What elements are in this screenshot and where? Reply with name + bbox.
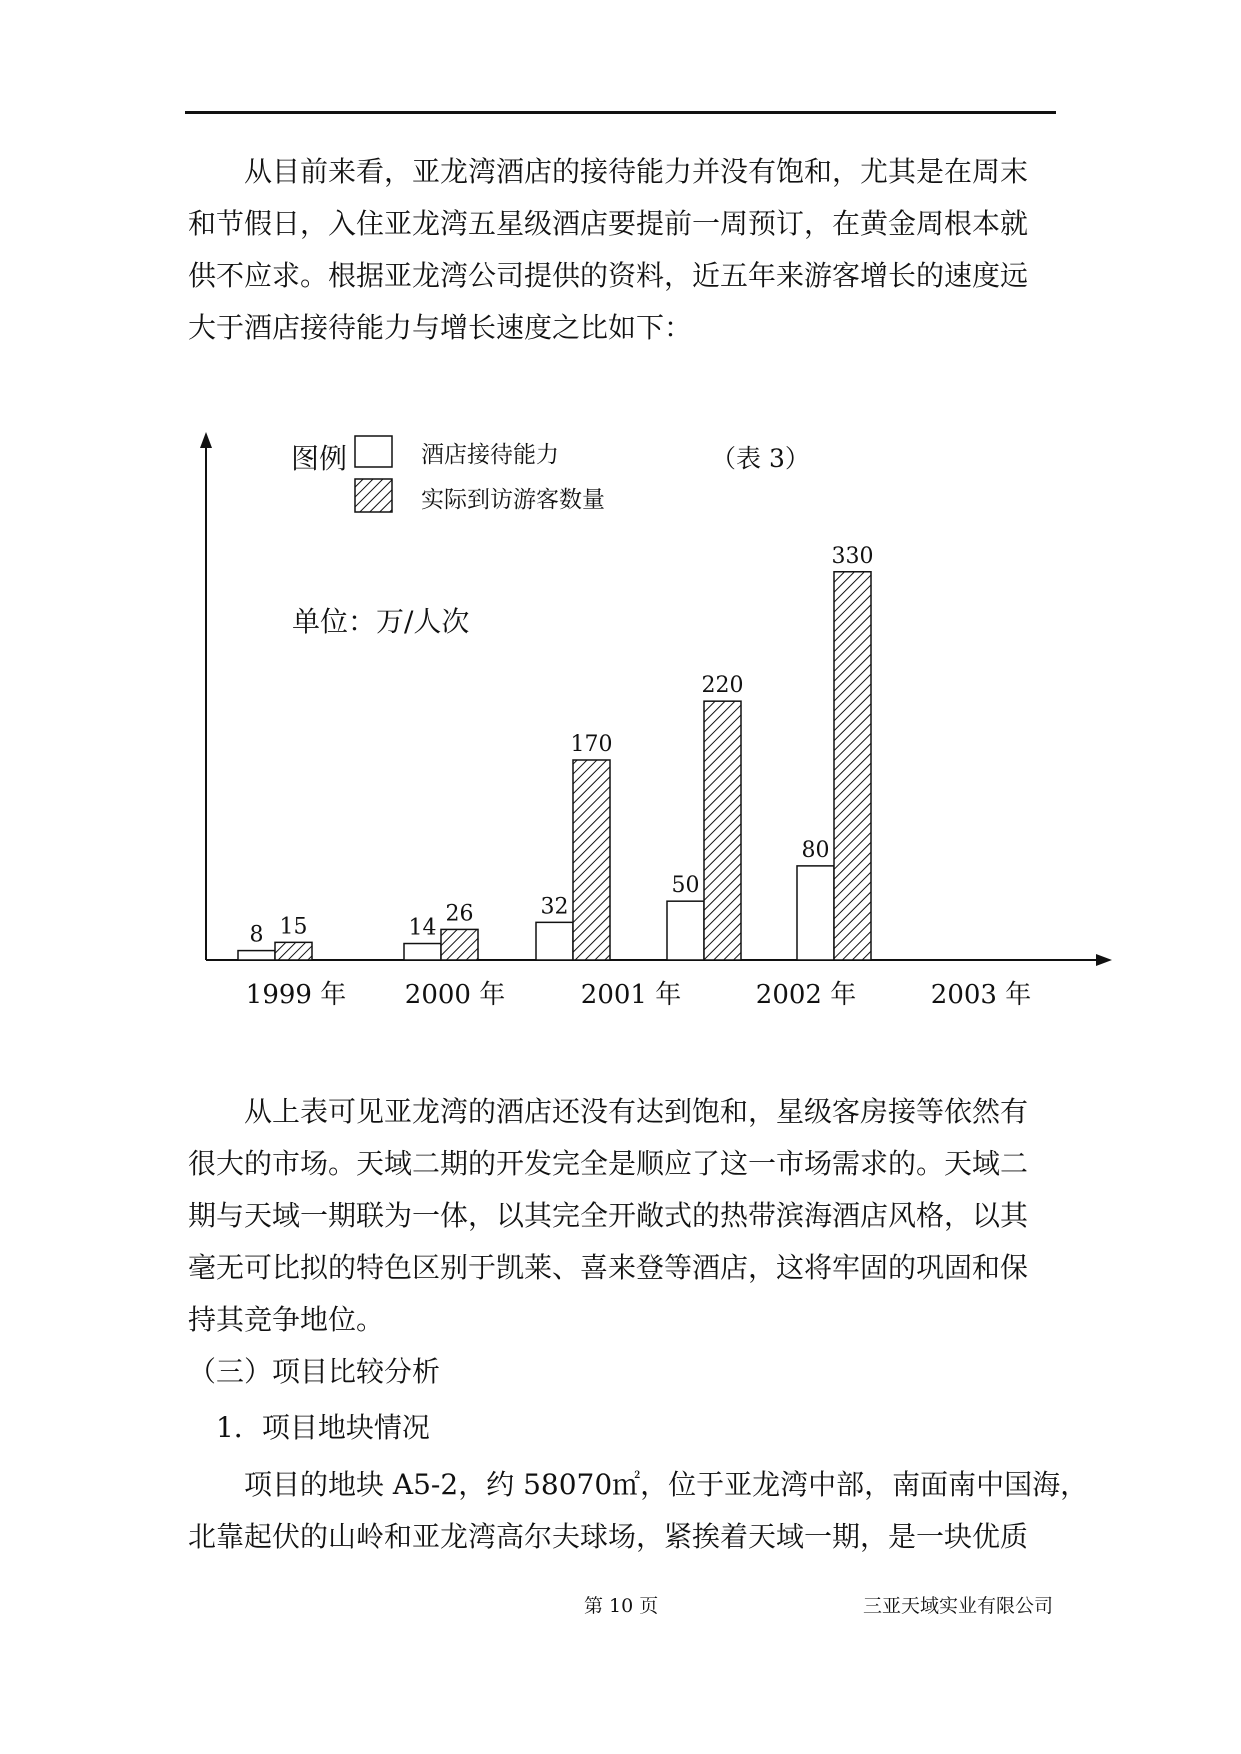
x-tick-labels (246, 980, 1031, 1010)
bar-capacity-4 (797, 866, 834, 960)
sub-heading: 1．项目地块情况 (216, 1411, 430, 1444)
text-line: 供不应求。根据亚龙湾公司提供的资料，近五年来游客增长的速度远 (188, 259, 1029, 292)
paragraph-2 (188, 1086, 1056, 1346)
x-tick-label-3: 2002 年 (755, 980, 857, 1010)
data-label-capacity-4: 80 (801, 837, 830, 863)
text-line: 从上表可见亚龙湾的酒店还没有达到饱和，星级客房接等依然有 (244, 1095, 1029, 1128)
data-label-capacity-1: 14 (408, 915, 437, 941)
x-tick-label-2: 2001 年 (580, 980, 682, 1010)
text-line: 项目的地块 A5-2，约 58070㎡，位于亚龙湾中部，南面南中国海， (244, 1468, 1089, 1501)
text-line: 大于酒店接待能力与增长速度之比如下： (188, 311, 693, 344)
unit-label: 单位：万/人次 (292, 605, 470, 638)
x-tick-label-1: 2000 年 (404, 980, 506, 1010)
y-axis-arrow (200, 432, 212, 448)
bar-visitors-3 (704, 701, 741, 960)
x-tick-label-4: 2003 年 (930, 980, 1032, 1010)
page-number: 第 10 页 (584, 1595, 659, 1617)
bar-visitors-0 (275, 942, 312, 960)
x-axis-arrow (1096, 954, 1112, 966)
text-line: 从目前来看，亚龙湾酒店的接待能力并没有饱和，尤其是在周末 (244, 155, 1029, 188)
legend-swatch-hatched (355, 479, 392, 512)
data-label-visitors-4: 330 (831, 543, 874, 569)
text-line: 期与天域一期联为一体，以其完全开敞式的热带滨海酒店风格，以其 (188, 1199, 1029, 1232)
bar-capacity-2 (536, 922, 573, 960)
legend-title: 图例 (291, 442, 348, 475)
data-label-capacity-0: 8 (249, 922, 264, 948)
x-tick-label-0: 1999 年 (245, 980, 347, 1010)
bar-capacity-3 (667, 901, 704, 960)
bar-visitors-2 (573, 760, 610, 960)
paragraph-3 (188, 1459, 1089, 1563)
data-label-visitors-0: 15 (279, 914, 308, 940)
data-label-visitors-2: 170 (570, 732, 613, 757)
data-label-capacity-2: 32 (540, 894, 569, 920)
legend-swatch-plain (355, 436, 392, 467)
legend-label-visitors: 实际到访游客数量 (421, 487, 605, 513)
text-line: 北靠起伏的山岭和亚龙湾高尔夫球场，紧挨着天域一期，是一块优质 (188, 1520, 1029, 1553)
text-line: 持其竞争地位。 (188, 1303, 385, 1336)
legend-label-capacity: 酒店接待能力 (421, 442, 559, 468)
company-name: 三亚天域实业有限公司 (863, 1595, 1054, 1617)
table-label: （表 3） (711, 444, 810, 473)
data-label-capacity-3: 50 (671, 873, 700, 899)
bar-visitors-4 (834, 572, 871, 960)
bar-capacity-0 (238, 951, 275, 960)
data-label-visitors-1: 26 (445, 901, 474, 927)
data-label-visitors-3: 220 (701, 673, 744, 699)
section-heading: （三）项目比较分析 (188, 1355, 441, 1388)
text-line: 毫无可比拟的特色区别于凯莱、喜来登等酒店，这将牢固的巩固和保 (188, 1251, 1029, 1284)
text-line: 和节假日，入住亚龙湾五星级酒店要提前一周预订，在黄金周根本就 (188, 207, 1029, 240)
bar-capacity-1 (404, 944, 441, 960)
text-line: 很大的市场。天域二期的开发完全是顺应了这一市场需求的。天域二 (188, 1147, 1029, 1180)
bar-visitors-1 (441, 929, 478, 960)
